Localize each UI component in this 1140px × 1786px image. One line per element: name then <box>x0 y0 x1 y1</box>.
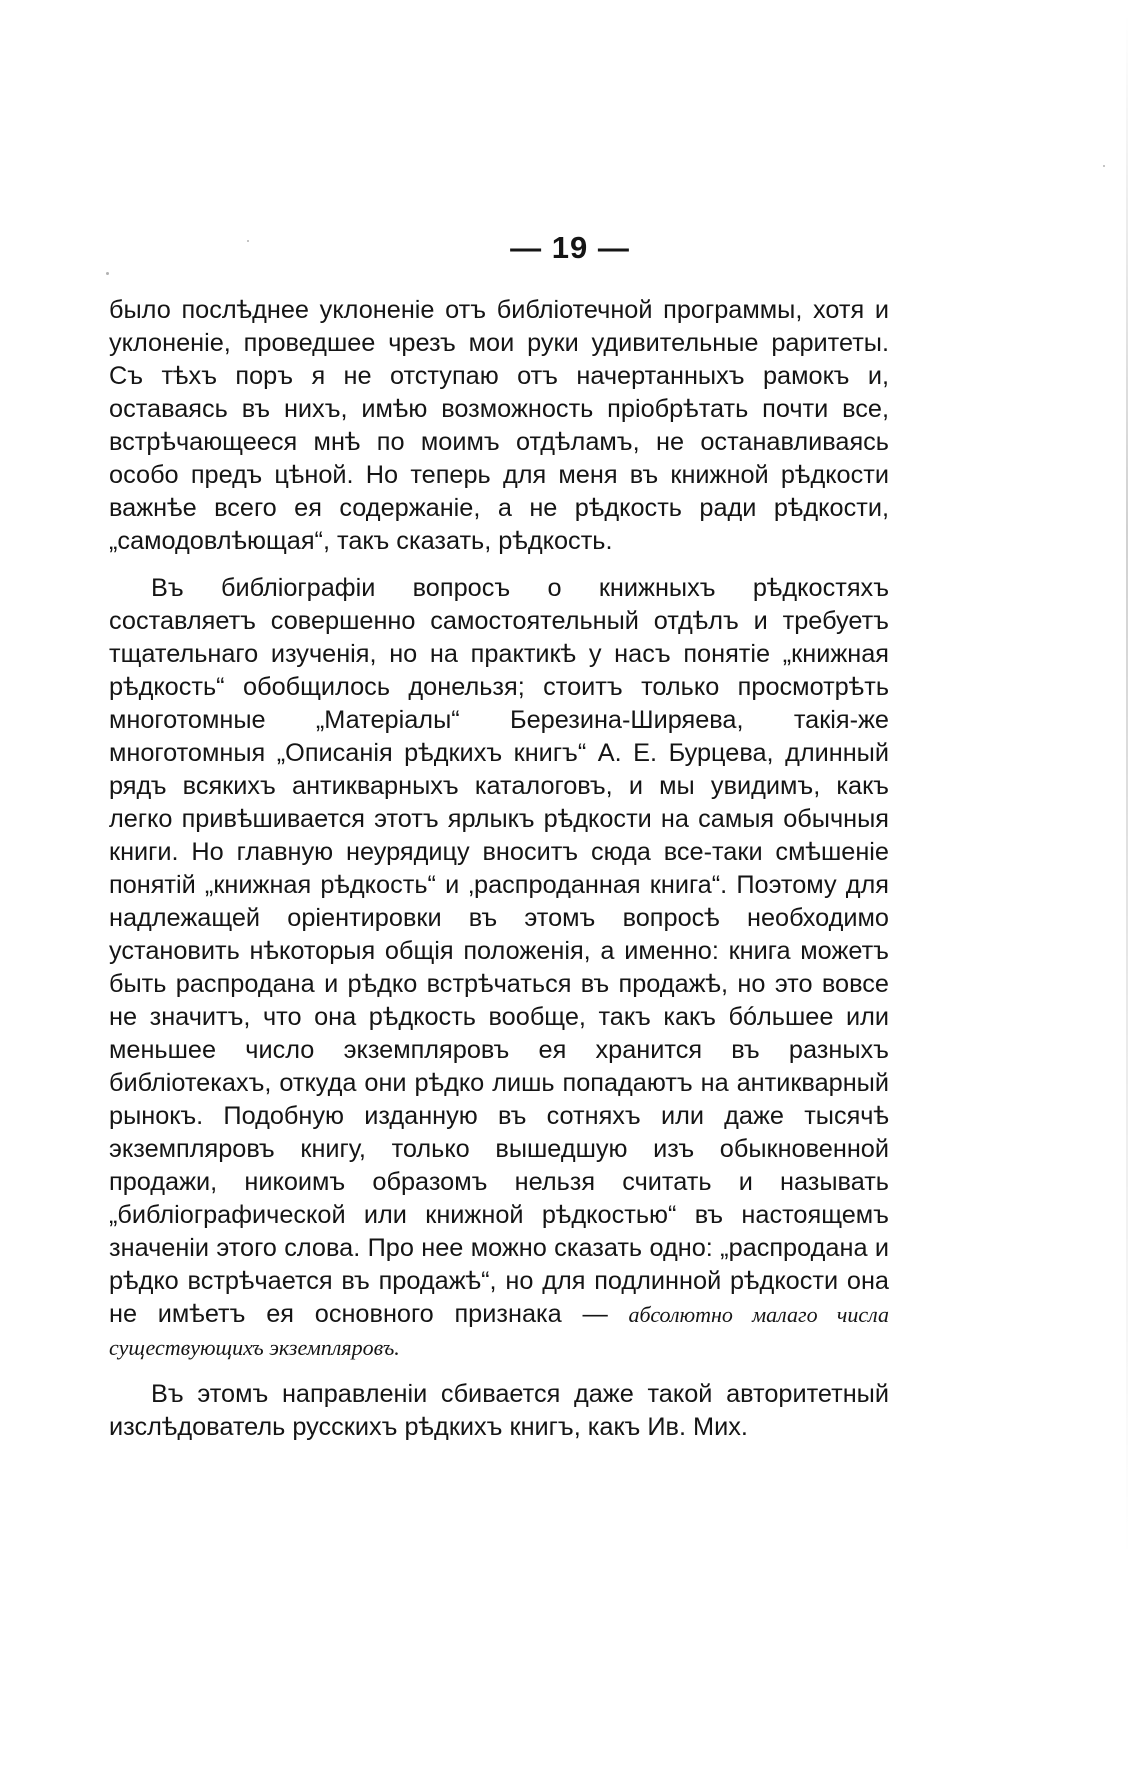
scan-speck <box>1103 165 1105 167</box>
paragraph-bibliography <box>109 572 889 1364</box>
italic-emphasis: абсолютно малаго числа существующихъ экземпляровъ. <box>109 1302 889 1360</box>
scan-speck <box>106 272 109 275</box>
paragraph-continuation: было послѣднее уклоненіе отъ библіотечной программы, хотя и уклоненіе, проведшее чрезъ мои руки удивительные раритеты. Съ тѣхъ поръ я не отступаю отъ начертанныхъ рамокъ и, оставаясь въ нихъ, имѣю возможность пріобрѣтать почти все, встрѣчающееся мнѣ по моимъ отдѣламъ, не останавливаясь особо предъ цѣной. Но теперь для меня въ книжной рѣдкости важнѣе всего ея содержаніе, а не рѣдкость ради рѣдкости, „самодовлѣющая“, такъ сказать, рѣдкость. <box>109 296 889 555</box>
paragraph-bibliography-text: Въ библіографіи вопросъ о книжныхъ рѣдкостяхъ составляетъ совершенно самостоятельный отдѣлъ и требуетъ тщательнаго изученія, но на практикѣ у насъ понятіе „книжная рѣдкость“ обобщилось донельзя; стоитъ только просмотрѣть многотомные „Матеріалы“ Березина-Ширяева, такія-же многотомныя „Описанія рѣдкихъ книгъ“ А. Е. Бурцева, длинный рядъ всякихъ антикварныхъ каталоговъ, и мы увидимъ, какъ легко привѣшивается этотъ ярлыкъ рѣдкости на самыя обычныя книги. Но главную неурядицу вноситъ сюда все-таки смѣшеніе понятій „книжная рѣдкость“ и ‚распроданная книга“. Поэтому для надлежащей оріентировки въ этомъ вопросѣ необходимо установить нѣкоторыя общія положенія, а именно: книга можетъ быть распродана и рѣдко встрѣчаться въ продажѣ, но это вовсе не значитъ, что она рѣдкость вообще, такъ какъ бóльшее или меньшее число экземпляровъ ея хранится въ разныхъ библіотекахъ, откуда они рѣдко лишь попадаютъ на антикварный рынокъ. Подобную изданную въ сотняхъ или даже тысячѣ экземпляровъ книгу, только вышедшую изъ обыкновенной продажи, никоимъ образомъ нельзя считать и называть „библіографической или книжной рѣдкостью“ въ настоящемъ значеніи этого слова. Про нее можно сказать одно: „распродана и рѣдко встрѣчается въ продажѣ“, но для подлинной рѣдкости она не имѣетъ ея основного признака — <box>109 574 889 1328</box>
page-number: — 19 — <box>510 230 630 265</box>
body-text <box>109 294 889 1458</box>
paragraph-direction: Въ этомъ направленіи сбивается даже такой авторитетный изслѣдователь русскихъ рѣдкихъ книгъ, какъ Ив. Мих. <box>109 1380 889 1441</box>
